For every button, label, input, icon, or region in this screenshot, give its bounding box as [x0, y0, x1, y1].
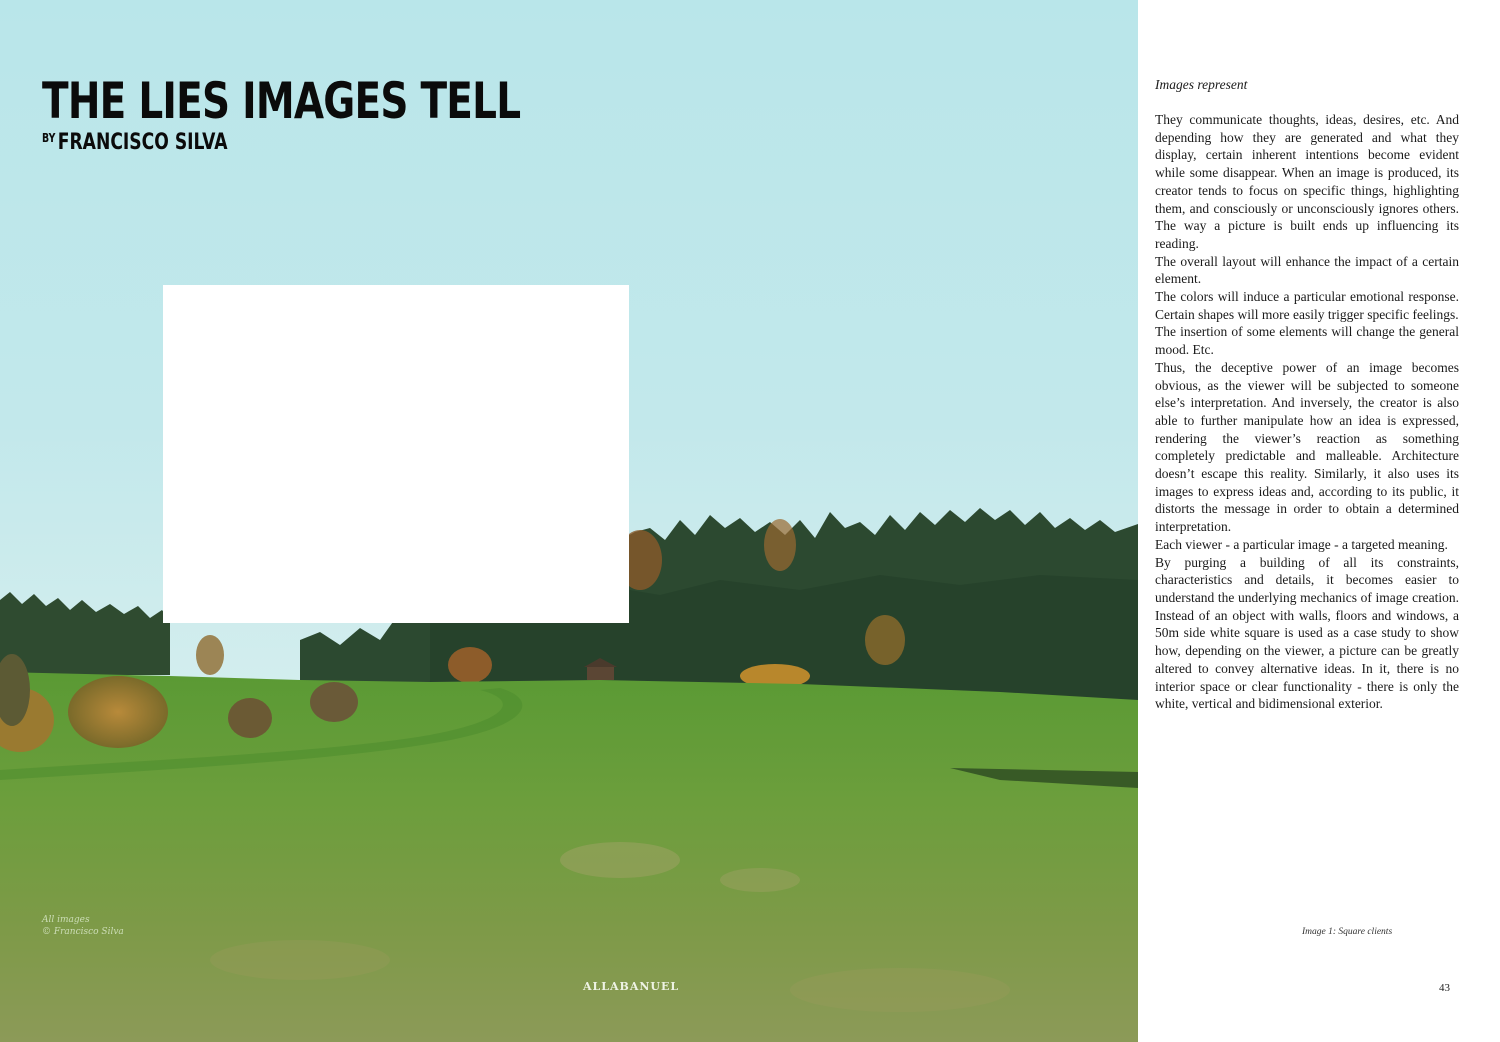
byline — [42, 130, 520, 155]
article-body — [1155, 111, 1459, 713]
text-page — [1138, 0, 1500, 1042]
bush — [228, 698, 272, 738]
article-title: THE LIES IMAGES TELL — [42, 72, 521, 130]
autumn-tree — [448, 647, 492, 683]
autumn-tree — [764, 519, 796, 571]
author-name: FRANCISCO SILVA — [57, 130, 228, 155]
image-caption: Image 1: Square clients — [1302, 927, 1393, 937]
bush — [310, 682, 358, 722]
body-paragraph: The insertion of some elements will change the general mood. Etc. — [1155, 324, 1459, 358]
magazine-masthead: ALLABANUEL — [583, 980, 680, 993]
body-paragraph: Thus, the deceptive power of an image becomes obvious, as the viewer will be subjected to someone else’s interpretation. And inversely, the creator is also able to further manipulate how an idea is expressed, rendering the viewer’s reaction as something completely predictable and malleable. Architecture doesn’t escape this reality. Similarly, it also uses its images to express ideas and, according to its public, it distorts the message in order to obtain a determined interpretation. — [1155, 359, 1459, 535]
body-paragraph: By purging a building of all its constraints, characteristics and details, it becomes easier to understand the underlying mechanics of image creation. Instead of an object with walls, floors and windows, a 50m side white square is used as a case study to show how, depending on the viewer, a picture can be greatly altered to convey alternative ideas. In it, there is no interior space or clear functionality - there is only the white, vertical and bidimensional exterior. — [1155, 554, 1459, 712]
byline-prefix: BY — [42, 131, 56, 145]
photo-credit — [42, 914, 124, 938]
body-paragraph: The overall layout will enhance the impact of a certain element. — [1155, 253, 1459, 287]
title-block — [42, 72, 655, 155]
white-square — [163, 285, 629, 623]
body-paragraph: Each viewer - a particular image - a targeted meaning. — [1155, 536, 1448, 552]
dry-grass — [560, 842, 680, 878]
body-paragraph: The colors will induce a particular emotional response. Certain shapes will more easily trigger specific feelings. — [1155, 289, 1459, 322]
credit-line: © Francisco Silva — [42, 927, 124, 937]
credit-line: All images — [42, 915, 90, 925]
body-paragraph: They communicate thoughts, ideas, desires, etc. And depending how they are generated and what they display, certain inherent intentions become evident while some disappear. When an image is produced, its creator tends to focus on specific things, highlighting them, and consciously or unconsciously ignores others. The way a picture is built ends up influencing its reading. — [1155, 112, 1459, 251]
autumn-tree — [196, 635, 224, 675]
dry-grass — [210, 940, 390, 980]
page-number: 43 — [1439, 982, 1450, 994]
dry-grass — [720, 868, 800, 892]
dry-grass — [790, 968, 1010, 1012]
intro-line: Images represent — [1155, 77, 1248, 92]
bush — [68, 676, 168, 748]
autumn-tree — [865, 615, 905, 665]
